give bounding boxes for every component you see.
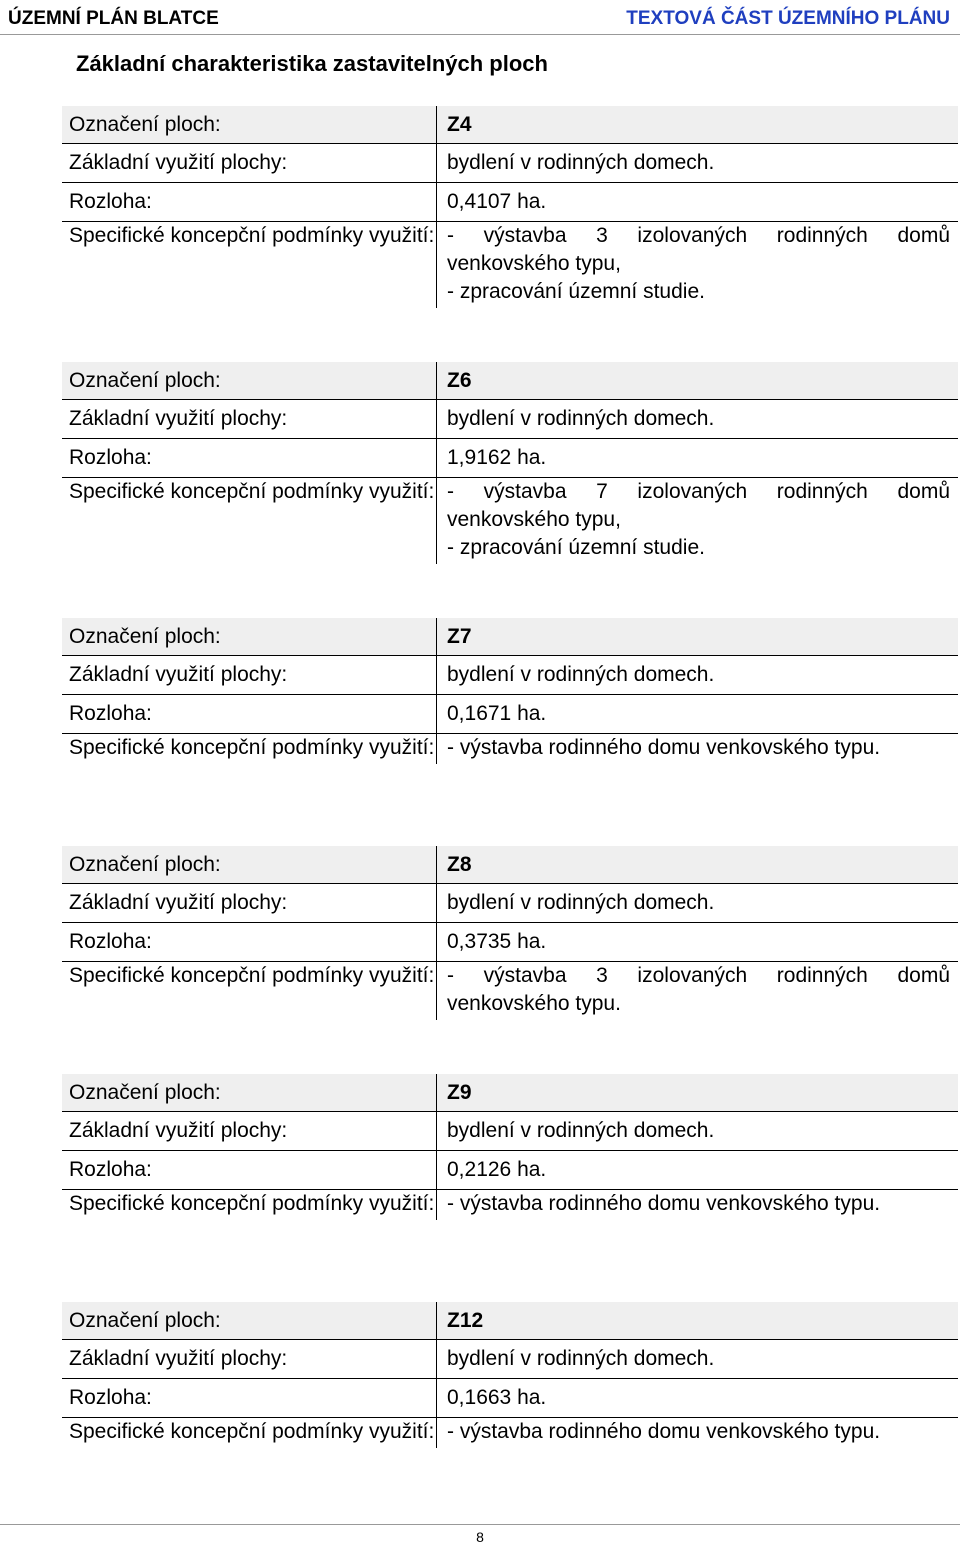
conditions-label: Specifické koncepční podmínky využití: — [69, 480, 435, 503]
area-size-value: 0,1663 ha. — [436, 1379, 958, 1417]
designation-label: Označení ploch: — [69, 1080, 221, 1104]
area-size-label: Rozloha: — [69, 190, 152, 213]
conditions-value — [436, 478, 958, 564]
area-size-value: 0,4107 ha. — [436, 183, 958, 221]
page-header — [0, 0, 960, 35]
designation-label: Označení ploch: — [69, 852, 221, 876]
area-table-z7 — [62, 618, 958, 764]
area-table-z9 — [62, 1074, 958, 1220]
basic-use-row — [62, 399, 958, 438]
area-size-label: Rozloha: — [69, 446, 152, 469]
condition-item: - výstavba rodinného domu venkovského typu. — [447, 736, 881, 759]
basic-use-row — [62, 1111, 958, 1150]
designation-row — [62, 846, 958, 883]
condition-item: - zpracování územní studie. — [447, 536, 705, 559]
area-code: Z9 — [436, 1074, 958, 1111]
conditions-label: Specifické koncepční podmínky využití: — [69, 1192, 435, 1215]
section-title: Základní charakteristika zastavitelných ploch — [76, 51, 548, 76]
designation-label: Označení ploch: — [69, 624, 221, 648]
basic-use-label: Základní využití plochy: — [69, 1119, 288, 1142]
basic-use-label: Základní využití plochy: — [69, 151, 288, 174]
area-size-value: 1,9162 ha. — [436, 439, 958, 477]
area-code: Z7 — [436, 618, 958, 655]
condition-item: - výstavba 3 izolovaných rodinných domů venkovského typu, — [447, 224, 950, 275]
area-size-row — [62, 922, 958, 961]
condition-item: - výstavba rodinného domu venkovského typu. — [447, 1420, 881, 1443]
basic-use-row — [62, 655, 958, 694]
conditions-value — [436, 962, 958, 1020]
basic-use-value: bydlení v rodinných domech. — [436, 144, 958, 182]
conditions-value — [436, 1190, 958, 1220]
area-size-value: 0,2126 ha. — [436, 1151, 958, 1189]
basic-use-label: Základní využití plochy: — [69, 407, 288, 430]
conditions-row — [62, 733, 958, 764]
condition-item: - výstavba 3 izolovaných rodinných domů venkovského typu. — [447, 964, 950, 1015]
conditions-label: Specifické koncepční podmínky využití: — [69, 224, 435, 247]
area-size-row — [62, 182, 958, 221]
conditions-row — [62, 221, 958, 308]
conditions-value — [436, 1418, 958, 1448]
designation-label: Označení ploch: — [69, 112, 221, 136]
condition-item: - výstavba rodinného domu venkovského typu. — [447, 1192, 881, 1215]
area-code: Z8 — [436, 846, 958, 883]
area-code: Z6 — [436, 362, 958, 399]
basic-use-value: bydlení v rodinných domech. — [436, 400, 958, 438]
area-size-label: Rozloha: — [69, 1158, 152, 1181]
designation-label: Označení ploch: — [69, 1308, 221, 1332]
area-size-row — [62, 438, 958, 477]
area-size-row — [62, 1378, 958, 1417]
area-size-value: 0,3735 ha. — [436, 923, 958, 961]
basic-use-label: Základní využití plochy: — [69, 891, 288, 914]
conditions-row — [62, 477, 958, 564]
basic-use-value: bydlení v rodinných domech. — [436, 1112, 958, 1150]
area-table-z6 — [62, 362, 958, 564]
condition-item: - zpracování územní studie. — [447, 280, 705, 303]
condition-item: - výstavba 7 izolovaných rodinných domů venkovského typu, — [447, 480, 950, 531]
conditions-label: Specifické koncepční podmínky využití: — [69, 1420, 435, 1443]
designation-row — [62, 1302, 958, 1339]
document-section: TEXTOVÁ ČÁST ÚZEMNÍHO PLÁNU — [626, 8, 950, 29]
designation-row — [62, 362, 958, 399]
conditions-value — [436, 222, 958, 308]
basic-use-value: bydlení v rodinných domech. — [436, 1340, 958, 1378]
area-size-label: Rozloha: — [69, 702, 152, 725]
area-table-z12 — [62, 1302, 958, 1448]
basic-use-value: bydlení v rodinných domech. — [436, 656, 958, 694]
basic-use-row — [62, 883, 958, 922]
document-title: ÚZEMNÍ PLÁN BLATCE — [8, 8, 219, 29]
designation-row — [62, 1074, 958, 1111]
basic-use-label: Základní využití plochy: — [69, 1347, 288, 1370]
designation-label: Označení ploch: — [69, 368, 221, 392]
designation-row — [62, 106, 958, 143]
footer-divider — [0, 1524, 960, 1525]
conditions-label: Specifické koncepční podmínky využití: — [69, 964, 435, 987]
area-size-value: 0,1671 ha. — [436, 695, 958, 733]
area-size-row — [62, 694, 958, 733]
page-number: 8 — [476, 1529, 484, 1545]
basic-use-label: Základní využití plochy: — [69, 663, 288, 686]
conditions-value — [436, 734, 958, 764]
area-size-label: Rozloha: — [69, 930, 152, 953]
basic-use-row — [62, 1339, 958, 1378]
basic-use-row — [62, 143, 958, 182]
area-size-row — [62, 1150, 958, 1189]
area-code: Z12 — [436, 1302, 958, 1339]
basic-use-value: bydlení v rodinných domech. — [436, 884, 958, 922]
area-code: Z4 — [436, 106, 958, 143]
conditions-row — [62, 961, 958, 1020]
conditions-label: Specifické koncepční podmínky využití: — [69, 736, 435, 759]
conditions-row — [62, 1189, 958, 1220]
area-table-z8 — [62, 846, 958, 1020]
area-size-label: Rozloha: — [69, 1386, 152, 1409]
designation-row — [62, 618, 958, 655]
area-table-z4 — [62, 106, 958, 308]
conditions-row — [62, 1417, 958, 1448]
